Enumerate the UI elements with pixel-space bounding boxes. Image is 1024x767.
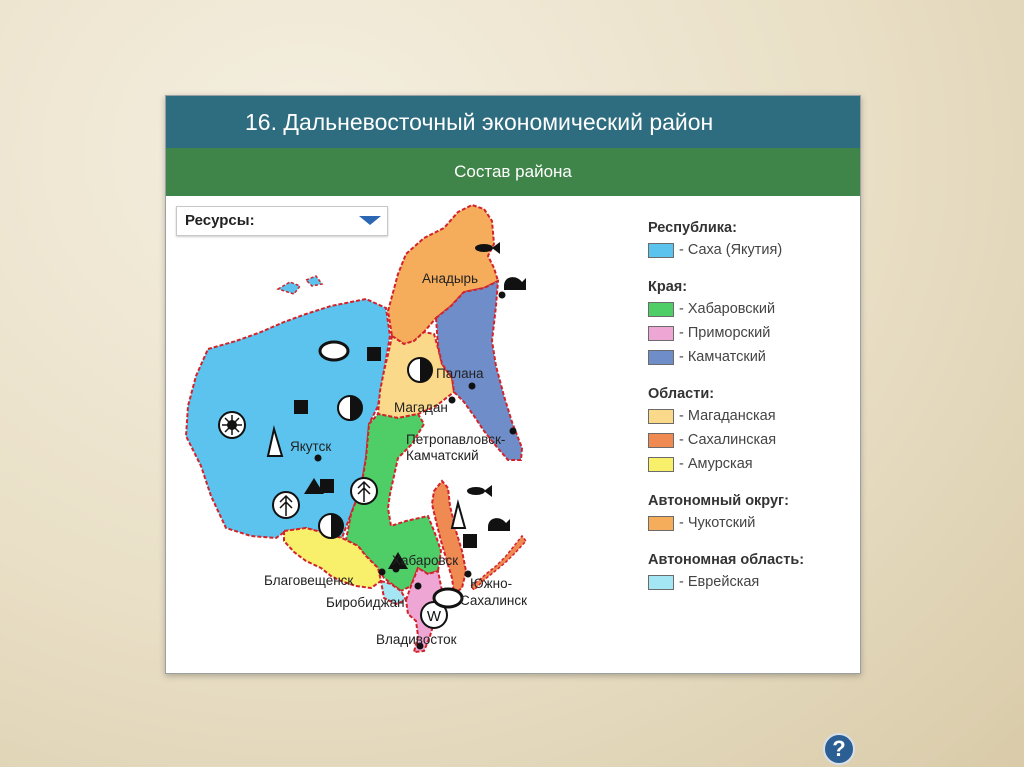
gold-icon [408, 358, 432, 382]
legend-republic-title: Республика: [648, 220, 737, 236]
coal-icon [463, 534, 477, 548]
arctic-islands [278, 276, 322, 294]
legend-label: - Хабаровский [679, 301, 776, 317]
legend-item [648, 511, 853, 535]
legend-item [648, 321, 853, 345]
city-label-vladivostok: Владивосток [376, 632, 457, 647]
fish-icon [467, 485, 492, 497]
section-subtitle: Состав района [166, 148, 860, 196]
legend-swatch [648, 243, 674, 258]
page-title: 16. Дальневосточный экономический район [166, 96, 860, 148]
legend-item [648, 297, 853, 321]
legend-label: - Камчатский [679, 349, 766, 365]
chevron-down-icon[interactable] [359, 216, 381, 225]
city-label-petropavlovsk-2: Камчатский [406, 448, 479, 463]
legend-okrug-title: Автономный округ: [648, 493, 789, 509]
coal-icon [367, 347, 381, 361]
legend-label: - Магаданская [679, 408, 776, 424]
legend-swatch [648, 302, 674, 317]
legend-swatch [648, 457, 674, 472]
city-label-anadyr: Анадырь [422, 271, 479, 286]
legend-oblast-title: Области: [648, 386, 715, 402]
legend-label: - Чукотский [679, 515, 756, 531]
legend-label: - Амурская [679, 456, 753, 472]
legend-label: - Сахалинская [679, 432, 777, 448]
whale-icon [504, 277, 526, 290]
gold-icon [338, 396, 362, 420]
city-dot [499, 292, 506, 299]
gas-icon [452, 503, 465, 528]
legend-item [648, 452, 853, 476]
legend-swatch [648, 516, 674, 531]
legend-item [648, 238, 853, 262]
oil-icon [320, 342, 348, 360]
city-label-palana: Палана [436, 366, 484, 381]
legend-swatch [648, 575, 674, 590]
city-label-yakutsk: Якутск [290, 439, 332, 454]
content-panel [165, 95, 861, 761]
legend-item [648, 570, 853, 594]
legend-label: - Саха (Якутия) [679, 242, 783, 258]
legend-krai-title: Края: [648, 279, 688, 295]
resources-dropdown-label: Ресурсы: [185, 212, 255, 229]
timber-icon [351, 478, 377, 504]
city-dot [315, 455, 322, 462]
timber-icon [273, 492, 299, 518]
legend-label: - Приморский [679, 325, 771, 341]
city-label-khabarovsk: Хабаровск [392, 553, 459, 568]
help-button[interactable]: ? [823, 733, 855, 765]
legend-swatch [648, 326, 674, 341]
map-area [166, 196, 860, 761]
diamond-icon [219, 412, 245, 438]
city-dot [469, 383, 476, 390]
legend-ao-title: Автономная область: [648, 552, 805, 568]
city-dot [449, 397, 456, 404]
city-dot [415, 583, 422, 590]
city-dot [510, 428, 517, 435]
legend-label: - Еврейская [679, 574, 760, 590]
oil-icon [434, 589, 462, 607]
city-label-birobidzhan: Биробиджан [326, 595, 405, 610]
legend-item [648, 428, 853, 452]
legend-item [648, 345, 853, 369]
legend-swatch [648, 409, 674, 424]
legend-swatch [648, 350, 674, 365]
legend-item [648, 404, 853, 428]
resources-dropdown[interactable] [176, 206, 388, 236]
gold-icon [319, 514, 343, 538]
legend-swatch [648, 433, 674, 448]
city-dot [379, 569, 386, 576]
city-label-yuzhno: Южно- [470, 576, 513, 591]
svg-text:W: W [426, 608, 442, 625]
legend [648, 218, 853, 594]
city-label-yuzhno-2: Сахалинск [460, 593, 528, 608]
city-label-petropavlovsk: Петропавловск- [406, 432, 506, 447]
city-label-magadan: Магадан [394, 400, 448, 415]
whale-icon [488, 518, 510, 531]
coal-icon [320, 479, 334, 493]
coal-icon [294, 400, 308, 414]
city-label-blagoveshchensk: Благовещенск [264, 573, 354, 588]
